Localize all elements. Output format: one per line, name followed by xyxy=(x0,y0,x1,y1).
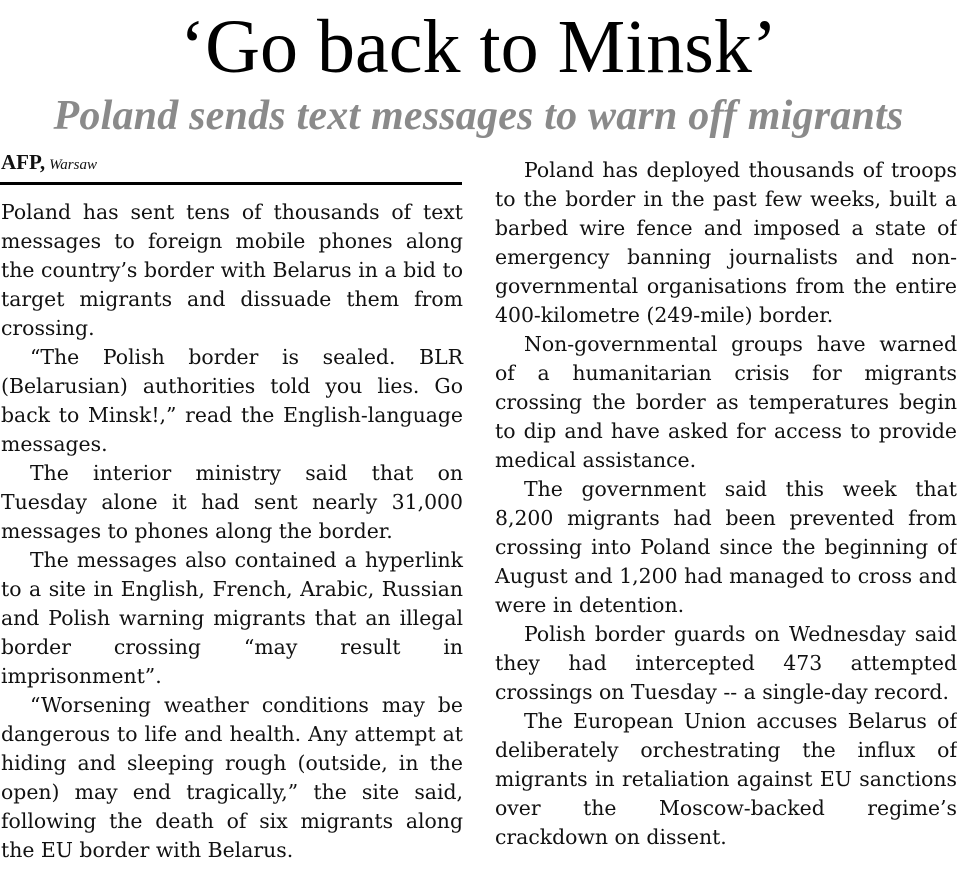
paragraph: Poland has deployed thousands of troops to the border in the past few weeks, built a barbed wire fence and imposed a state of emergency banning journalists and non-governmental organisations from the entire 400-kilometre (249-mile) border. xyxy=(495,158,957,327)
paragraph: Poland has sent tens of thousands of text messages to foreign mobile phones along the country’s border with Belarus in a bid to target migrants and dissuade them from crossing. xyxy=(1,200,463,340)
subheadline: Poland sends text messages to warn off migrants xyxy=(53,93,904,139)
paragraph: The European Union accuses Belarus of deliberately orchestrating the influx of migrants in retaliation against EU sanctions over the Moscow-backed regime’s crackdown on dissent. xyxy=(495,709,957,849)
headline: ‘Go back to Minsk’ xyxy=(179,5,778,89)
article-column-left xyxy=(1,198,463,865)
paragraph: “The Polish border is sealed. BLR (Belarusian) authorities told you lies. Go back to Minsk!,” read the English-language messages. xyxy=(1,345,463,456)
paragraph: Polish border guards on Wednesday said they had intercepted 473 attempted crossings on Tuesday -- a single-day record. xyxy=(495,622,957,704)
byline-location: Warsaw xyxy=(49,157,97,173)
paragraph: “Worsening weather conditions may be dangerous to life and health. Any attempt at hiding and sleeping rough (outside, in the open) may end tragically,” the site said, following the death of six migrants along the EU border with Belarus. xyxy=(1,693,463,862)
byline xyxy=(1,150,461,177)
paragraph: The messages also contained a hyperlink to a site in English, French, Arabic, Russian and Polish warning migrants that an illegal border crossing “may result in imprisonment”. xyxy=(1,548,463,688)
paragraph: The government said this week that 8,200 migrants had been prevented from crossing into Poland since the beginning of August and 1,200 had managed to cross and were in detention. xyxy=(495,477,957,617)
article-column-right xyxy=(495,156,957,852)
byline-agency: AFP, xyxy=(1,150,46,174)
paragraph: The interior ministry said that on Tuesday alone it had sent nearly 31,000 messages to phones along the border. xyxy=(1,461,463,543)
paragraph: Non-governmental groups have warned of a humanitarian crisis for migrants crossing the border as temperatures begin to dip and have asked for access to provide medical assistance. xyxy=(495,332,957,472)
byline-divider xyxy=(0,182,462,185)
